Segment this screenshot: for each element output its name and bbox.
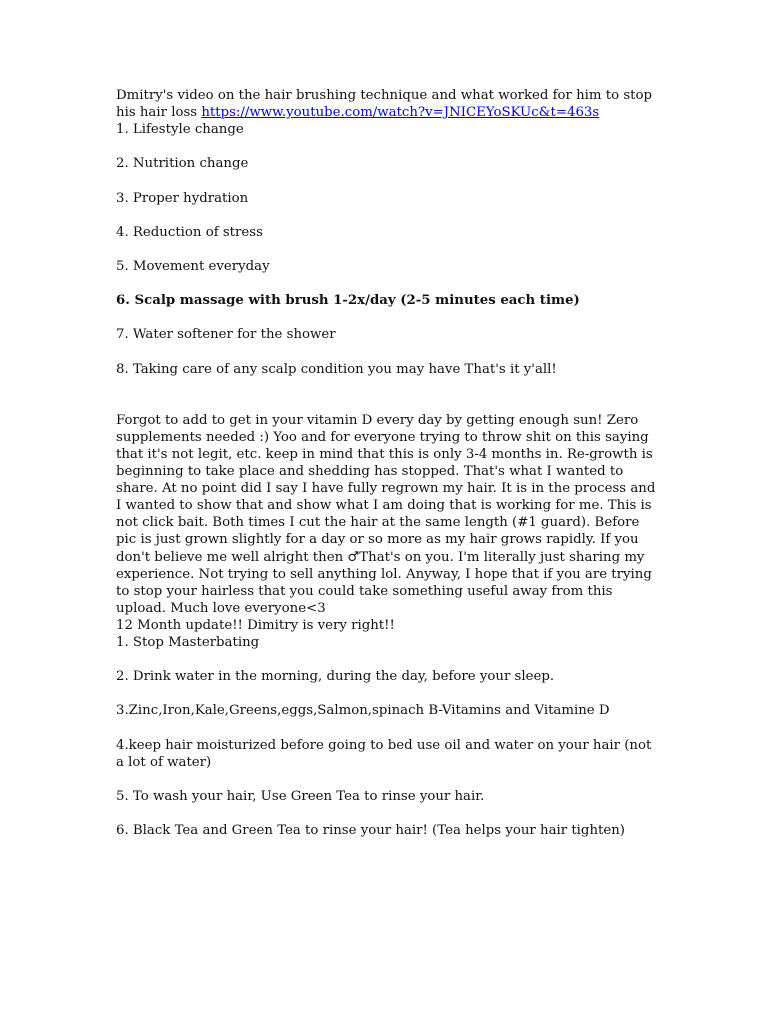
document-page xyxy=(116,87,656,856)
update-title: 12 Month update!! Dimitry is very right!! xyxy=(116,617,395,633)
list-item: 5. To wash your hair, Use Green Tea to rinse your hair. xyxy=(116,788,485,804)
list-item: 1. Stop Masterbating xyxy=(116,635,260,650)
list-item-bold: 6. Scalp massage with brush 1-2x/day (2-5 minutes each time) xyxy=(116,293,580,309)
youtube-link[interactable]: https://www.youtube.com/watch?v=JNICEYoSKUc&t=463s xyxy=(201,105,600,121)
list-item: 2. Nutrition change xyxy=(116,156,249,172)
list-item: 7. Water softener for the shower xyxy=(116,327,336,343)
tips-list xyxy=(116,121,656,377)
list-item: 4. Reduction of stress xyxy=(116,224,263,240)
list-item: 3.Zinc,Iron,Kale,Greens,eggs,Salmon,spinach B-Vitamins and Vitamine D xyxy=(116,703,610,719)
list-item: 6. Black Tea and Green Tea to rinse your hair! (Tea helps your hair tighten) xyxy=(116,823,625,839)
update-list xyxy=(116,634,656,839)
list-item: 1. Lifestyle change xyxy=(116,122,244,138)
list-item: 8. Taking care of any scalp condition you may have That's it y'all! xyxy=(116,361,557,377)
list-item: 4.keep hair moisturized before going to bed use oil and water on your hair (not a lot of water) xyxy=(116,737,652,770)
list-item: 2. Drink water in the morning, during the day, before your sleep. xyxy=(116,669,555,685)
list-item: 3. Proper hydration xyxy=(116,190,249,206)
body-paragraph: Forgot to add to get in your vitamin D every day by getting enough sun! Zero supplements needed :) Yoo and for everyone trying to throw shit on this saying that it's not legit, etc. keep in mind that this is only 3-4 months in. Re-growth is beginning to take place and shedding has stopped. That's what I wanted to share. At no point did I say I have fully regrown my hair. It is in the process and I wanted to show that and show what I am doing that is working for me. This is not click bait. Both times I cut the hair at the same length (#1 guard). Before pic is just grown slightly for a day or so more as my hair grows rapidly. If you don't believe me well alright then ♂That's on you. I'm literally just sharing my experience. Not trying to sell anything lol. Anyway, I hope that if you are trying to stop your hairless that you could take something useful away from this upload. Much love everyone<3 xyxy=(116,412,656,616)
intro-text: Dmitry's video on the hair brushing technique and what worked for him to stop his hair loss xyxy=(116,88,653,121)
list-item: 5. Movement everyday xyxy=(116,258,270,274)
intro-paragraph xyxy=(116,87,656,121)
